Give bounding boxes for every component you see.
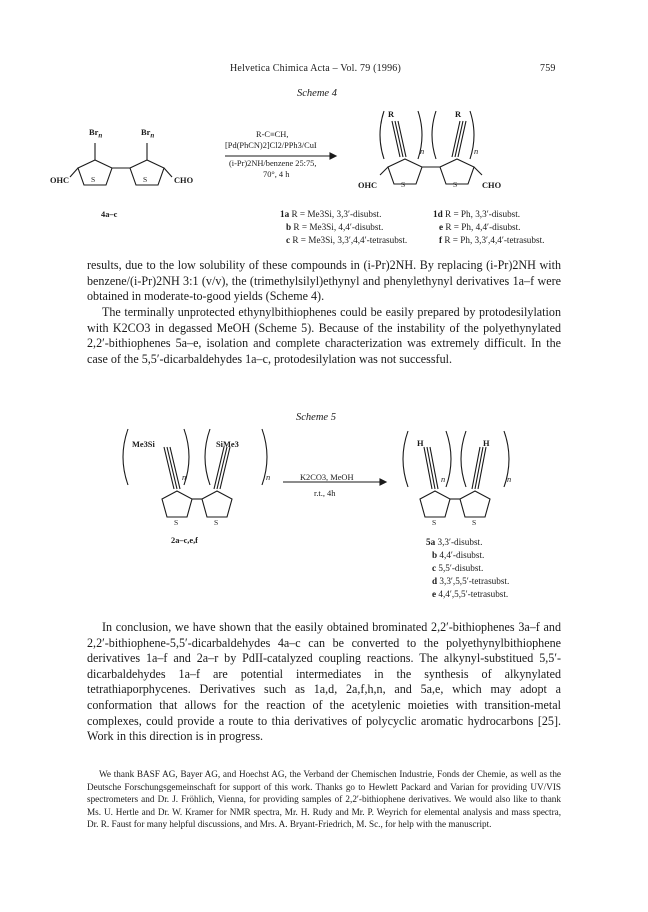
scheme5-reactant-sulfur-left: S (174, 518, 179, 527)
reactant-sulfur-right: S (143, 175, 148, 184)
conditions-line3: (i-Pr)2NH/benzene 25:75, (229, 159, 317, 168)
scheme5-reactant-label: 2a–c,e,f (171, 536, 198, 545)
scheme5-product-sulfur-left: S (432, 518, 437, 527)
reactant-br-left: $Br_n$ (89, 128, 103, 140)
scheme5-reactant-n-left: n (182, 473, 187, 482)
compound-5b: b 4,4′-disubst. (432, 550, 485, 560)
product-right-group: CHO (482, 181, 502, 190)
product-sulfur-left: S (401, 180, 406, 189)
scheme5-reactant-right-substituent: SiMe3 (216, 440, 239, 449)
product-r-left: R (388, 110, 395, 119)
conditions-line1: R-C≡CH, (256, 130, 289, 139)
scheme5-reactant-right-thiophene (202, 491, 232, 517)
scheme5-reactant-n-right: n (266, 473, 271, 482)
conditions-line2: [Pd(PhCN)2]Cl2/PPh3/CuI (225, 141, 317, 150)
paragraph-1: results, due to the low solubility of these compounds in (i-Pr)2NH. By replacing (i-Pr)2NH with benzene/(i-Pr)2NH 3:1 (v/v), the (trimethylsilyl)ethynyl and phenylethynyl derivatives 1a–f were obtained in moderate-to-good yields (Scheme 4). (87, 258, 561, 304)
paragraph-2: The terminally unprotected ethynylbithiophenes could be easily prepared by protodesilylation with K2CO3 in degassed MeOH (Scheme 5). Because of the instability of the polyethynylated 2,2′-bithiophenes 5a–e, isolation and complete characterization was extremely difficult. In the case of the 5,5′-dicarbaldehydes 1a–c, protodesilylation was not successful. (87, 305, 561, 366)
page-number: 759 (540, 63, 556, 74)
product-sulfur-right: S (453, 180, 458, 189)
reactant-left-group: OHC (50, 176, 70, 185)
compound-1b: b R = Me3Si, 4,4′-disubst. (286, 222, 384, 232)
product-left-group: OHC (358, 181, 378, 190)
conditions-line4: 70°, 4 h (263, 170, 290, 179)
reactant-sulfur-left: S (91, 175, 96, 184)
scheme5-reactant-left-thiophene (162, 491, 192, 517)
compound-1e: e R = Ph, 4,4′-disubst. (439, 222, 521, 232)
scheme4-title: Scheme 4 (297, 88, 337, 99)
compound-5c: c 5,5′-disubst. (432, 563, 484, 573)
acknowledgment: We thank BASF AG, Bayer AG, and Hoechst AG, the Verband der Chemischen Industrie, Fonds der Chemie, as well as the Deutsche Forschungsgemeinschaft for support of this work. Thanks go to Hewlett Packard and Varian for providing UV/VIS spectrometers and Dr. J. Fröhlich, Vienna, for providing samples of 2,2′-bithiophene derivatives. We would also like to thank Ms. U. Hertle and Dr. W. Kramer for NMR spectra, Mr. H. Rudy and Mr. P. Weyrich for elemental analysis and mass spectra, Dr. R. Faust for many helpful discussions, and Mrs. A. Bryant-Friedrich, M. Sc., for help with the manuscript. (87, 769, 561, 830)
compound-5e: e 4,4′,5,5′-tetrasubst. (432, 589, 509, 599)
scheme5-figure (0, 425, 648, 545)
scheme5-product-n-left: n (441, 475, 446, 484)
scheme5-reactant-left-substituent: Me3Si (132, 440, 155, 449)
scheme5-product-n-right: n (507, 475, 512, 484)
scheme5-product-h-left: H (417, 439, 424, 448)
scheme5-product-h-right: H (483, 439, 490, 448)
scheme5-product-right-thiophene (460, 491, 490, 517)
compound-5a: 5a 3,3′-disubst. (426, 537, 483, 547)
product-n-right: n (474, 147, 479, 156)
compound-1f: f R = Ph, 3,3′,4,4′-tetrasubst. (439, 235, 545, 245)
paragraph-3: In conclusion, we have shown that the easily obtained brominated 2,2′-bithiophenes 3a–f and 2,2′-bithiophene-5,5′-dicarbaldehydes 4a–c can be converted to the polyethynylbithiophene derivatives 1a–f and 2a–r by PdII-catalyzed coupling reactions. The alkynyl-substitued 5,5′-dicarbaldehydes 1a–f are potential intermediates in the synthesis of alkynylated tetrathiaporphycenes. Derivatives such as 1a,d, 2a,f,h,n, and 5a,e, which may adopt a conformation that allows for the reaction of the acetylenic moieties with transition-metal complexes, could provide a route to thia derivatives of polycyclic aromatic hydrocarbons [25]. Work in this direction is in progress. (87, 620, 561, 744)
compound-1a: 1a R = Me3Si, 3,3′-disubst. (280, 209, 382, 219)
scheme5-product-left-thiophene (420, 491, 450, 517)
reactant-label: 4a–c (101, 210, 118, 219)
scheme5-reactant-sulfur-right: S (214, 518, 219, 527)
compound-1c: c R = Me3Si, 3,3′,4,4′-tetrasubst. (286, 235, 408, 245)
product-n-left: n (420, 147, 425, 156)
scheme5-conditions-line2: r.t., 4h (314, 489, 336, 498)
reactant-br-right: $Br_n$ (141, 128, 155, 140)
scheme5-product-sulfur-right: S (472, 518, 477, 527)
scheme5-title: Scheme 5 (296, 412, 336, 423)
scheme5-conditions-line1: K2CO3, MeOH (300, 473, 354, 482)
compound-1d: 1d R = Ph, 3,3′-disubst. (433, 209, 521, 219)
reactant-right-group: CHO (174, 176, 194, 185)
compound-5d: d 3,3′,5,5′-tetrasubst. (432, 576, 510, 586)
running-header: Helvetica Chimica Acta – Vol. 79 (1996) (230, 63, 402, 74)
product-r-right: R (455, 110, 462, 119)
